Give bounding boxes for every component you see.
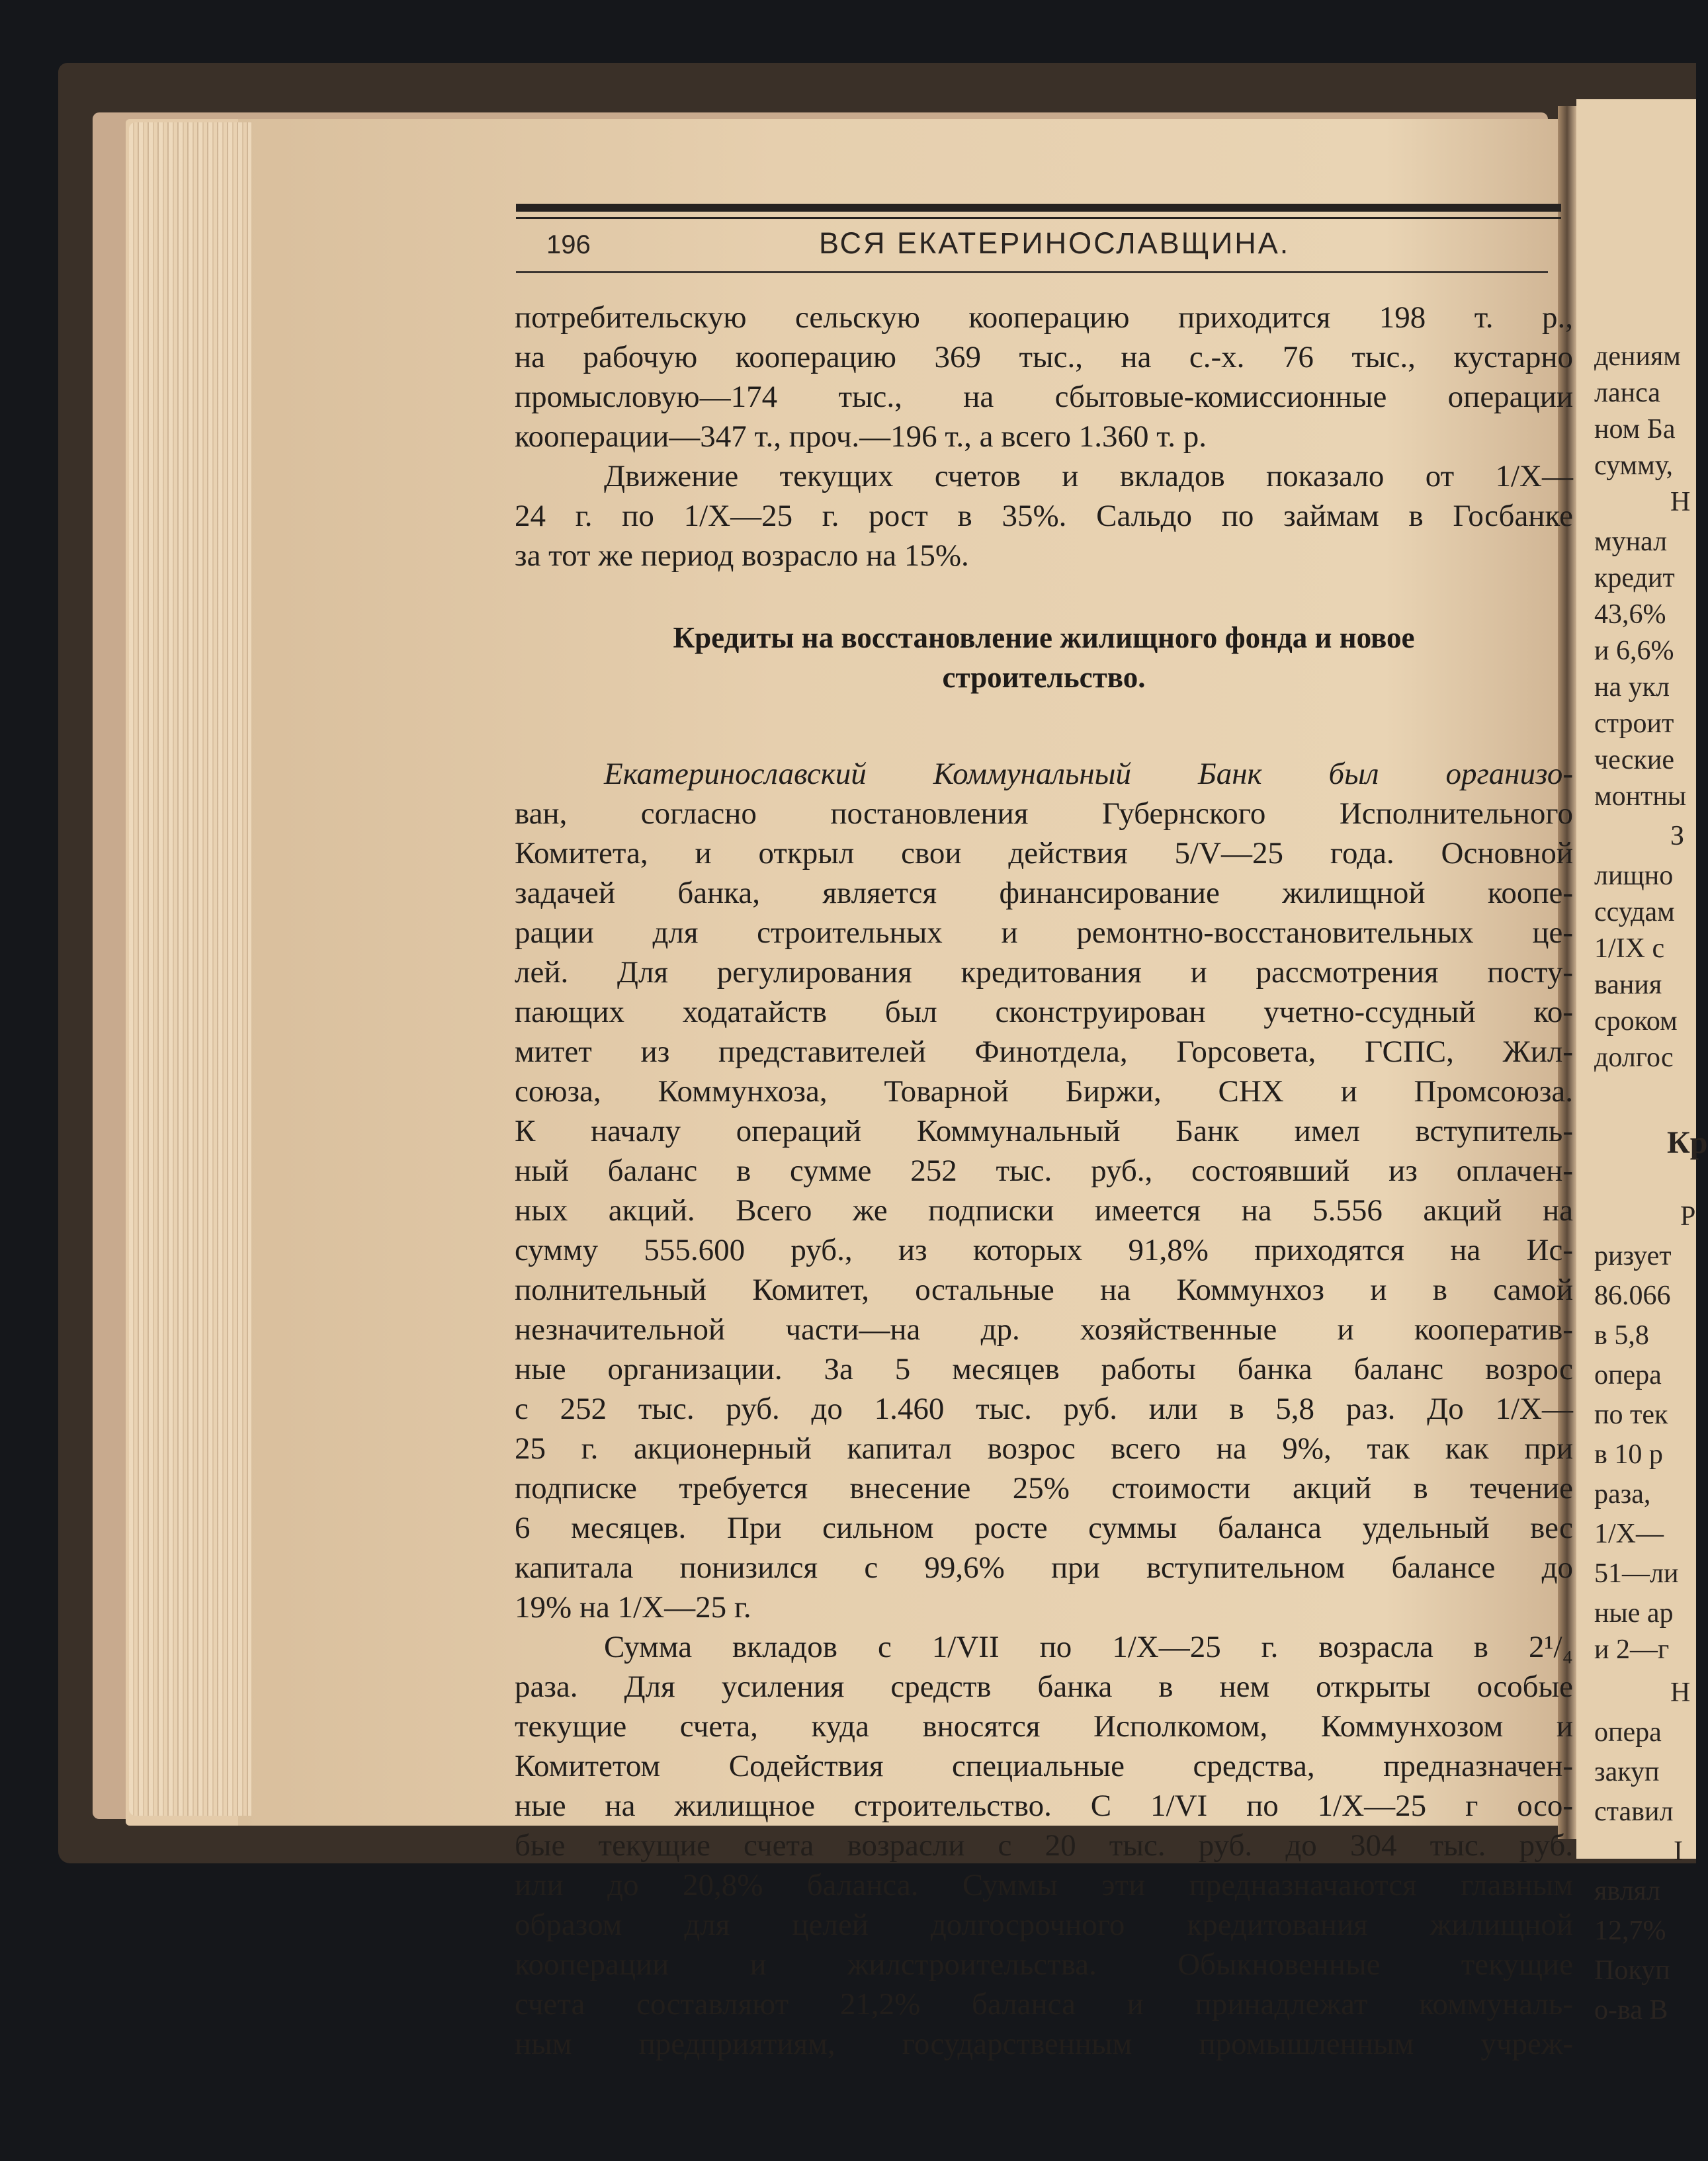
- header-rule-thick: [516, 204, 1561, 212]
- facing-line: монтны: [1594, 781, 1687, 812]
- facing-line: ном Ба: [1594, 414, 1676, 445]
- facing-line: по тек: [1594, 1400, 1668, 1430]
- text-line: союза, Коммунхоза, Товарной Биржи, СНХ и Промсоюза.: [515, 1074, 1573, 1109]
- facing-line: ссудам: [1594, 897, 1675, 927]
- facing-line: I: [1674, 1836, 1683, 1867]
- text-line: промысловую—174 тыс., на сбытовые-комиссионные операции: [515, 380, 1573, 414]
- text-line: Сумма вкладов с 1/VII по 1/X—25 г. возрасла в 2¹/₄: [604, 1630, 1573, 1664]
- text-line: за тот же период возрасло на 15%.: [515, 538, 969, 573]
- text-line: раза. Для усиления средств банка в нем открыты особые: [515, 1670, 1573, 1704]
- facing-line: З: [1670, 821, 1685, 851]
- facing-line: сроком: [1594, 1006, 1678, 1037]
- facing-line: раза,: [1594, 1479, 1651, 1509]
- facing-line: Р: [1680, 1201, 1696, 1232]
- text-line: ным предприятиям, государственным промышленным учреж-: [515, 2027, 1573, 2061]
- facing-line: долгос: [1594, 1042, 1674, 1073]
- facing-line: 12,7%: [1594, 1916, 1666, 1946]
- header-rule-thin: [516, 217, 1561, 219]
- text-line: ный баланс в сумме 252 тыс. руб., состоявший из оплачен-: [515, 1154, 1573, 1188]
- facing-line: ческие: [1594, 745, 1674, 775]
- text-line: незначительной части—на др. хозяйственные и кооператив-: [515, 1312, 1573, 1347]
- page-number: 196: [546, 230, 591, 259]
- facing-line: лищно: [1594, 861, 1674, 891]
- text-line: потребительскую сельскую кооперацию приходится 198 т. р.,: [515, 300, 1573, 335]
- facing-line: в 10 р: [1594, 1439, 1663, 1470]
- facing-line: Н: [1670, 1677, 1691, 1708]
- facing-line: на укл: [1594, 672, 1670, 702]
- text-line: бые текущие счета возрасли с 20 тыс. руб. до 304 тыс. руб.: [515, 1828, 1573, 1863]
- facing-line: ланса: [1594, 378, 1660, 408]
- facing-line: 1/X—: [1594, 1519, 1664, 1549]
- text-line: рации для строительных и ремонтно-восстановительных це-: [515, 915, 1573, 950]
- text-line: на рабочую кооперацию 369 тыс., на с.-х. 76 тыс., кустарно: [515, 340, 1573, 374]
- facing-line: и 6,6%: [1594, 636, 1674, 666]
- text-line: счета составляют 21,2% баланса и принадлежат коммуналь-: [515, 1987, 1573, 2021]
- text-line: пающих ходатайств был сконструирован учетно-ссудный ко-: [515, 995, 1573, 1029]
- text-line: сумму 555.600 руб., из которых 91,8% приходятся на Ис-: [515, 1233, 1573, 1267]
- facing-line: закуп: [1594, 1757, 1660, 1787]
- facing-line: и 2—г: [1594, 1634, 1670, 1665]
- facing-line: Покуп: [1594, 1955, 1670, 1986]
- text-line: ные на жилищное строительство. С 1/VI по 1/X—25 г осо-: [515, 1789, 1573, 1823]
- facing-line: ные ар: [1594, 1598, 1674, 1629]
- facing-line: 43,6%: [1594, 599, 1666, 630]
- facing-line: Кр: [1667, 1125, 1708, 1160]
- text-line: лей. Для регулирования кредитования и рассмотрения посту-: [515, 955, 1573, 990]
- section-heading: Кредиты на восстановление жилищного фонда и новое: [673, 621, 1415, 654]
- text-line: ных акций. Всего же подписки имеется на 5.556 акций на: [515, 1193, 1573, 1228]
- text-line: ван, согласно постановления Губернского Исполнительного: [515, 796, 1573, 831]
- text-line: задачей банка, является финансирование жилищной коопе-: [515, 876, 1573, 910]
- text-line: Комитета, и открыл свои действия 5/V—25 года. Основной: [515, 836, 1573, 870]
- text-line: текущие счета, куда вносятся Исполкомом, Коммунхозом и: [515, 1709, 1573, 1744]
- text-line: образом для целей долгосрочного кредитования жилищной: [515, 1908, 1573, 1942]
- facing-line: опера: [1594, 1717, 1662, 1748]
- text-line: 25 г. акционерный капитал возрос всего на 9%, так как при: [515, 1431, 1573, 1466]
- text-line: К началу операций Коммунальный Банк имел вступитель-: [515, 1114, 1573, 1148]
- facing-line: 86.066: [1594, 1281, 1671, 1311]
- facing-line: сумму,: [1594, 450, 1673, 481]
- facing-line: 51—ли: [1594, 1558, 1679, 1589]
- facing-line: кредит: [1594, 563, 1675, 593]
- header-rule-bottom: [516, 271, 1548, 273]
- section-heading: строительство.: [942, 661, 1146, 694]
- facing-line: ставил: [1594, 1797, 1674, 1827]
- facing-line: в 5,8: [1594, 1320, 1649, 1351]
- facing-line: дениям: [1594, 341, 1681, 372]
- text-line: с 252 тыс. руб. до 1.460 тыс. руб. или в 5,8 раз. До 1/X—: [515, 1392, 1573, 1426]
- text-line: полнительный Комитет, остальные на Коммунхоз и в самой: [515, 1273, 1573, 1307]
- text-line: капитала понизился с 99,6% при вступительном балансе до: [515, 1550, 1573, 1585]
- text-line: 19% на 1/X—25 г.: [515, 1590, 751, 1625]
- text-line: 6 месяцев. При сильном росте суммы баланса удельный вес: [515, 1511, 1573, 1545]
- facing-line: являл: [1594, 1876, 1660, 1906]
- text-line: Комитетом Содействия специальные средства, предназначен-: [515, 1749, 1573, 1783]
- text-line: Екатеринославский Коммунальный Банк был организо-: [604, 757, 1573, 791]
- running-head: ВСЯ ЕКАТЕРИНОСЛАВЩИНА.: [819, 226, 1291, 260]
- facing-line: о-ва В: [1594, 1995, 1668, 2025]
- text-line: подписке требуется внесение 25% стоимости акций в течение: [515, 1471, 1573, 1505]
- facing-line: строит: [1594, 708, 1674, 739]
- text-line: 24 г. по 1/X—25 г. рост в 35%. Сальдо по займам в Госбанке: [515, 499, 1573, 533]
- facing-line: 1/IX с: [1594, 933, 1665, 964]
- facing-line: ризует: [1594, 1241, 1672, 1271]
- facing-line: опера: [1594, 1360, 1662, 1390]
- facing-line: Н: [1670, 487, 1691, 517]
- text-line: кооперации и жилстроительства. Обыкновенные текущие: [515, 1947, 1573, 1982]
- text-line: Движение текущих счетов и вкладов показало от 1/X—: [604, 459, 1573, 493]
- facing-line: мунал: [1594, 527, 1668, 557]
- facing-line: вания: [1594, 970, 1662, 1000]
- text-line: кооперации—347 т., проч.—196 т., а всего 1.360 т. р.: [515, 419, 1207, 454]
- text-line: ные организации. За 5 месяцев работы банка баланс возрос: [515, 1352, 1573, 1386]
- text-line: или до 20,8% баланса. Суммы эти предназначаются главным: [515, 1868, 1573, 1902]
- text-line: митет из представителей Финотдела, Горсовета, ГСПС, Жил-: [515, 1035, 1573, 1069]
- page-stack-edge: [129, 122, 251, 1816]
